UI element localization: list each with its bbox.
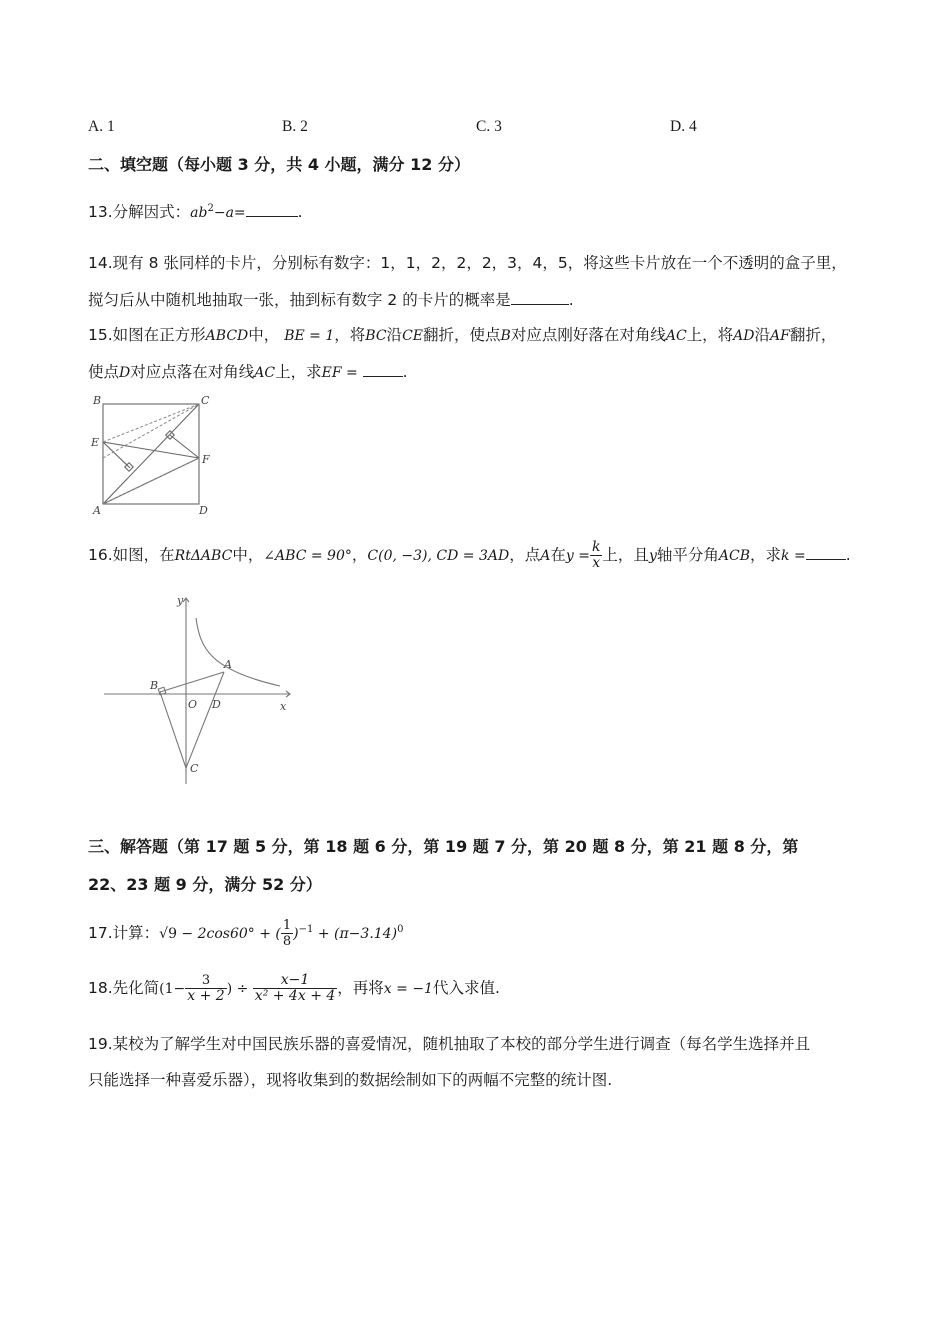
- q15-be: BE = 1: [284, 328, 335, 344]
- q16-frac-x: x: [592, 555, 601, 571]
- q16-text-8: ，求: [750, 546, 782, 564]
- label-y: y: [177, 594, 184, 607]
- q15-text-4: 沿: [386, 326, 403, 344]
- q17-frac-den: 8: [282, 934, 292, 950]
- q14-end: .: [568, 291, 574, 309]
- q18-frac1-den: x + 2: [187, 988, 225, 1004]
- q16-coordinate-figure: [100, 588, 300, 788]
- question-15-line2: [88, 360, 408, 382]
- label-d: D: [199, 504, 208, 516]
- segment-ba: [160, 672, 224, 692]
- q16-coords: C(0, −3), CD = 3AD: [367, 548, 510, 564]
- q18-open: (1−: [159, 981, 186, 997]
- q13-prefix: 13.分解因式：: [88, 203, 191, 221]
- q16-angle: ∠ABC = 90°: [263, 548, 352, 564]
- label-b: B: [150, 679, 159, 692]
- q18-mid: ) ÷: [226, 981, 253, 997]
- q16-text-3: ，: [351, 546, 368, 564]
- q16-frac-k: k: [591, 539, 601, 555]
- q15-end: .: [402, 363, 408, 381]
- question-14-line1: 14.现有 8 张同样的卡片，分别标有数字：1，1，2，2，2，3，4，5，将这些卡片放在一个不透明的盒子里，: [88, 254, 847, 272]
- q17-sqrt: √9: [159, 926, 177, 943]
- q15-text-6: 对应点刚好落在对角线: [510, 326, 666, 344]
- question-15-line1: [88, 323, 836, 345]
- q18-xval: x = −1: [383, 981, 433, 997]
- q16-answer-blank[interactable]: [806, 545, 846, 560]
- q17-prefix: 17.计算：: [88, 924, 160, 943]
- q16-text-4: ，点: [509, 546, 541, 564]
- dashed-ec: [103, 404, 199, 442]
- q17-term-3: + (π−3.14): [313, 926, 398, 943]
- q15-bc: BC: [365, 328, 387, 344]
- q16-y-axis: y: [648, 548, 657, 564]
- q15-text-9: 翻折，: [789, 326, 837, 344]
- q18-frac2-den: x² + 4x + 4: [254, 988, 336, 1004]
- question-16: [88, 540, 851, 571]
- label-e: E: [91, 436, 100, 449]
- q17-term-1: − 2cos60° + (: [176, 926, 281, 943]
- section-title-fill-blank: 二、填空题（每小题 3 分，共 4 小题，满分 12 分）: [88, 155, 470, 174]
- q16-text-6: 上，且: [602, 546, 649, 564]
- section-title-solve-line2: 22、23 题 9 分，满分 52 分）: [88, 875, 322, 894]
- q16-a: A: [540, 548, 551, 564]
- label-a: A: [224, 658, 232, 671]
- q15-text-5: 翻折，使点: [423, 326, 501, 344]
- q16-text-2: 中，: [232, 546, 264, 564]
- q18-text-2: ，再将: [337, 979, 384, 997]
- q15-d: D: [119, 365, 131, 381]
- q18-fraction-1: [185, 973, 226, 1004]
- q15-ce: CE: [402, 328, 423, 344]
- segment-ac: [186, 672, 224, 768]
- q18-frac1-num: 3: [185, 973, 226, 989]
- q15-text-10: 使点: [88, 363, 120, 381]
- q16-acb: ACB: [718, 548, 750, 564]
- q16-text-7: 轴平分角: [656, 546, 719, 564]
- q17-exp-1: −1: [298, 924, 314, 935]
- label-o: O: [188, 698, 198, 711]
- q15-ac: AC: [665, 328, 687, 344]
- question-18: [88, 970, 500, 1007]
- q14-text: 搅匀后从中随机地抽取一张，抽到标有数字 2 的卡片的概率是: [88, 291, 511, 309]
- q16-end: .: [845, 546, 851, 564]
- q17-fraction: [281, 918, 293, 949]
- q16-fraction: [590, 540, 602, 571]
- label-c: C: [201, 394, 210, 407]
- q15-text-3: ，将: [334, 326, 366, 344]
- q13-expr-rest: −a=: [213, 205, 246, 221]
- q13-expr-a: ab: [190, 205, 208, 221]
- q15-text-2: 中，: [248, 326, 280, 344]
- q15-ac-2: AC: [254, 365, 276, 381]
- q16-y-eq: y =: [565, 548, 590, 564]
- q16-rt-abc: RtΔABC: [174, 548, 233, 564]
- q15-b: B: [500, 328, 511, 344]
- section-title-solve-line1: 三、解答题（第 17 题 5 分，第 18 题 6 分，第 19 题 7 分，第 20 题 8 分，第 21 题 8 分，第: [88, 837, 799, 856]
- q15-text-1: 15.如图在正方形: [88, 326, 206, 344]
- line-f-fold: [170, 435, 199, 458]
- label-a: A: [93, 504, 101, 516]
- q15-answer-blank[interactable]: [363, 362, 403, 377]
- q18-text-3: 代入求值.: [432, 979, 500, 997]
- option-d: D. 4: [670, 118, 697, 135]
- q15-ad: AD: [733, 328, 755, 344]
- hyperbola-curve: [196, 618, 280, 686]
- question-19-line1: 19.某校为了解学生对中国民族乐器的喜爱情况，随机抽取了本校的部分学生进行调查（每名学生选择并且: [88, 1035, 811, 1053]
- q14-answer-blank[interactable]: [511, 290, 569, 305]
- q15-abcd: ABCD: [205, 328, 249, 344]
- q16-k-eq: k =: [781, 548, 806, 564]
- q16-text-1: 16.如图，在: [88, 546, 175, 564]
- question-14-line2: [88, 288, 574, 310]
- q13-end: .: [297, 203, 303, 221]
- q15-square-figure: [86, 392, 216, 516]
- q15-text-7: 上，将: [686, 326, 734, 344]
- label-c: C: [190, 762, 199, 775]
- label-x: x: [280, 700, 287, 713]
- question-17: [88, 915, 403, 949]
- segment-bc: [160, 692, 186, 768]
- question-13: [88, 200, 303, 222]
- q15-text-8: 沿: [754, 326, 771, 344]
- q17-exp-2: 0: [397, 924, 404, 935]
- q13-expr-sup: 2: [207, 202, 214, 214]
- option-c: C. 3: [476, 118, 502, 135]
- q18-fraction-2: [253, 973, 337, 1004]
- q17-frac-num: 1: [282, 918, 292, 934]
- question-19-line2: 只能选择一种喜爱乐器），现将收集到的数据绘制如下的两幅不完整的统计图.: [88, 1071, 613, 1089]
- q16-text-5: 在: [550, 546, 566, 564]
- option-b: B. 2: [282, 118, 308, 135]
- option-a: A. 1: [88, 118, 115, 135]
- q15-ef: EF =: [321, 365, 358, 381]
- label-d: D: [212, 698, 221, 711]
- q15-af: AF: [770, 328, 790, 344]
- q18-prefix: 18.先化简: [88, 979, 160, 997]
- q13-answer-blank[interactable]: [246, 202, 298, 217]
- q17-term-2: ): [293, 926, 299, 943]
- label-f: F: [202, 453, 210, 466]
- diagonal-ac: [103, 404, 199, 504]
- q15-text-11: 对应点落在对角线: [130, 363, 255, 381]
- q15-text-12: 上，求: [275, 363, 322, 381]
- label-b: B: [93, 394, 102, 407]
- q18-frac2-num: x−1: [253, 973, 337, 989]
